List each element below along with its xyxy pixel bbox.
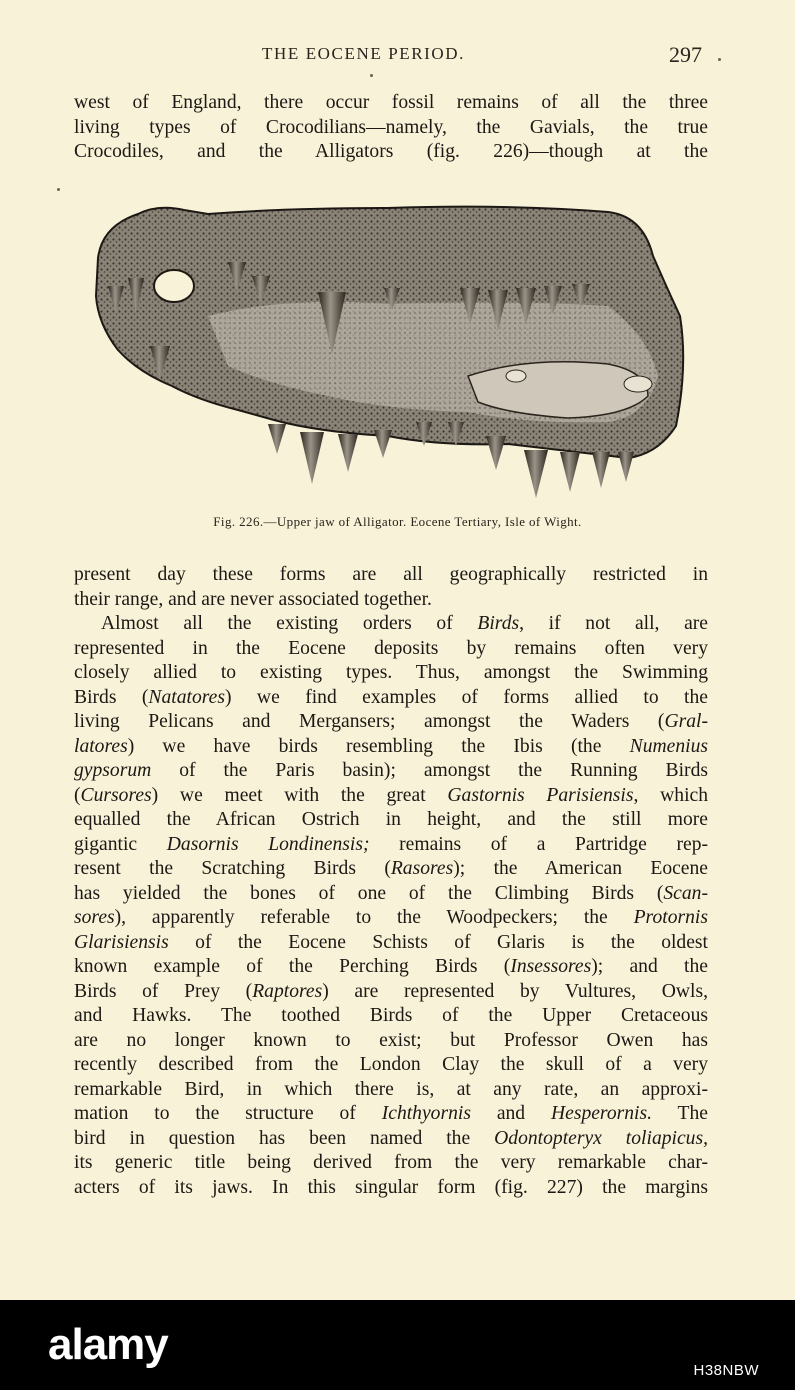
text-line: recently described from the London Clay the skull of a very <box>74 1054 708 1075</box>
running-head <box>0 44 795 72</box>
text-line: equalled the African Ostrich in height, and the still more <box>74 809 708 830</box>
text-line: acters of its jaws. In this singular form (fig. 227) the margins <box>74 1176 708 1198</box>
text-line: gypsorum of the Paris basin); amongst the Running Birds <box>74 760 708 781</box>
text-line: closely allied to existing types. Thus, amongst the Swimming <box>74 662 708 683</box>
text-line: are no longer known to exist; but Professor Owen has <box>74 1029 708 1051</box>
text-line: living types of Crocodilians—namely, the Gavials, the true <box>74 116 708 138</box>
text-line: remarkable Bird, in which there is, at any rate, an approxi- <box>74 1078 708 1100</box>
text-line: Birds (Natatores) we find examples of forms allied to the <box>74 686 708 708</box>
text-line: west of England, there occur fossil remains of all the three <box>74 92 708 113</box>
text-line: represented in the Eocene deposits by remains often very <box>74 637 708 659</box>
text-line: resent the Scratching Birds (Rasores); the American Eocene <box>74 858 708 879</box>
watermark-bar <box>0 1300 795 1390</box>
text-block-top <box>74 91 708 165</box>
text-line: latores) we have birds resembling the Ibis (the Numenius <box>74 735 708 757</box>
text-line: bird in question has been named the Odontopteryx toliapicus, <box>74 1127 708 1149</box>
print-speck <box>57 188 60 191</box>
text-line: (Cursores) we meet with the great Gastornis Parisiensis, which <box>74 784 709 806</box>
text-line: Crocodiles, and the Alligators (fig. 226)—though at the <box>74 141 708 162</box>
alligator-jaw-engraving-icon <box>96 207 683 498</box>
print-speck <box>718 58 721 61</box>
image-id: H38NBW <box>693 1362 759 1379</box>
print-speck <box>370 74 373 77</box>
text-line: present day these forms are all geographically restricted in <box>74 564 708 585</box>
text-line: their range, and are never associated together. <box>74 588 432 610</box>
text-line: mation to the structure of Ichthyornis and Hesperornis. The <box>74 1103 708 1124</box>
alamy-logo: alamy <box>48 1320 168 1369</box>
text-block-bottom <box>74 563 708 1200</box>
text-line: Birds of Prey (Raptores) are represented by Vultures, Owls, <box>74 980 709 1002</box>
text-line: its generic title being derived from the very remarkable char- <box>74 1152 708 1173</box>
text-line: known example of the Perching Birds (Insessores); and the <box>74 956 708 977</box>
text-line: sores), apparently referable to the Woodpeckers; the Protornis <box>74 907 708 928</box>
alligator-jaw-figure <box>88 196 688 506</box>
text-line: and Hawks. The toothed Birds of the Upper Cretaceous <box>74 1005 708 1026</box>
text-line: has yielded the bones of one of the Climbing Birds (Scan- <box>74 882 708 904</box>
text-line: Glarisiensis of the Eocene Schists of Glaris is the oldest <box>74 931 708 953</box>
page-number: 297 <box>669 42 702 67</box>
text-line: gigantic Dasornis Londinensis; remains of a Partridge rep- <box>74 833 709 855</box>
text-line: Almost all the existing orders of Birds, if not all, are <box>101 613 708 634</box>
text-line: living Pelicans and Mergansers; amongst the Waders (Gral- <box>74 711 708 732</box>
running-title: THE EOCENE PERIOD. <box>262 44 466 63</box>
figure-caption: Fig. 226.—Upper jaw of Alligator. Eocene Tertiary, Isle of Wight. <box>213 514 582 529</box>
